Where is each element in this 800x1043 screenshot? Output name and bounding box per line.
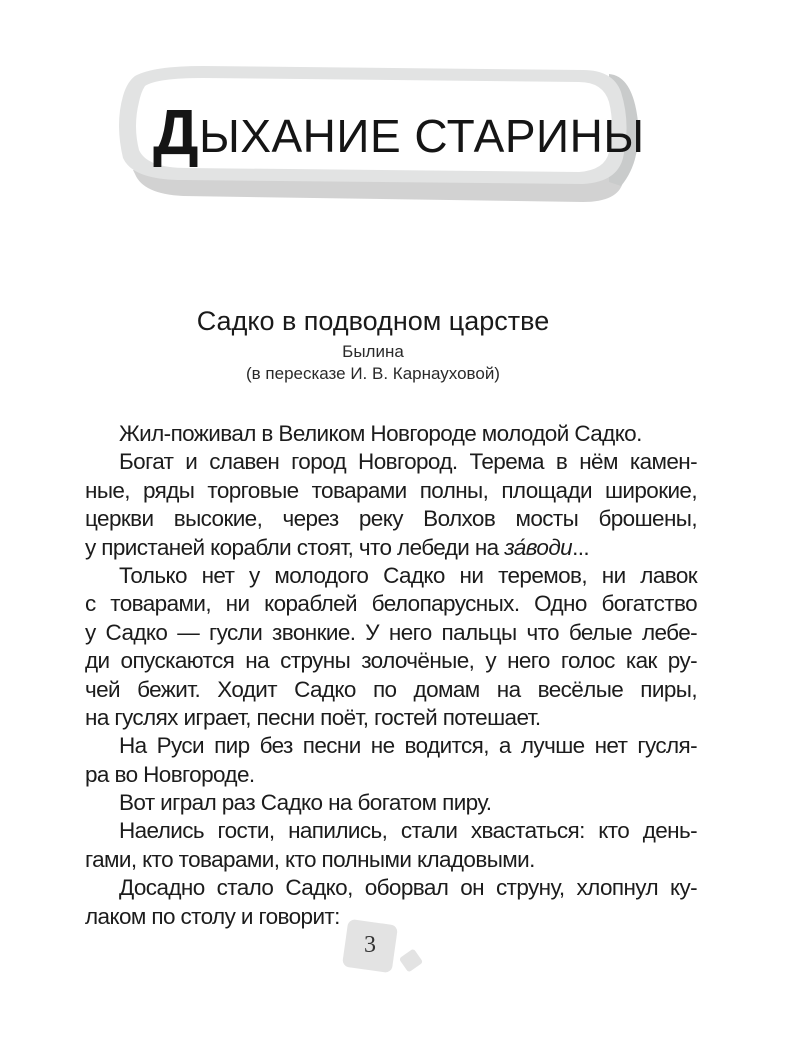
section-title (153, 96, 645, 168)
text-line: лаком по столу и говорит: (85, 903, 340, 929)
section-title-initial: Д (153, 96, 200, 168)
section-banner (113, 62, 643, 202)
ellipsis: ... (572, 534, 590, 560)
text-line: Досадно стало Садко, оборвал он струну, хлопнул ку- (119, 875, 697, 901)
text-line-main: у пристаней корабли стоят, что лебеди на (85, 534, 505, 560)
text-line: Жил-поживал в Великом Новгороде молодой Садко. (119, 421, 642, 446)
text-line: ди опускаются на струны золочёные, у него голос как ру- (85, 648, 697, 674)
text-line: на гуслях играет, песни поёт, гостей потешает. (85, 704, 541, 730)
text-line: Только нет у молодого Садко ни теремов, ни лавок (119, 562, 697, 588)
page-number: 3 (364, 932, 376, 958)
text-line: чей бежит. Ходит Садко по домам на весёлые пиры, (85, 676, 697, 702)
text-line: с товарами, ни кораблей белопарусных. Одно богатство (85, 591, 697, 617)
page-number-decoration (399, 948, 423, 972)
text-line: гами, кто товарами, кто полными кладовыми. (85, 846, 535, 872)
text-line: На Руси пир без песни не водится, а лучше нет гусля- (119, 733, 697, 759)
text-line: церкви высокие, через реку Волхов мосты брошены, (85, 506, 697, 532)
text-line: Наелись гости, напились, стали хвастаться: кто день- (119, 818, 697, 844)
text-line: Богат и славен город Новгород. Терема в нём камен- (119, 449, 697, 475)
text-line: у Садко — гусли звонкие. У него пальцы что белые лебе- (85, 619, 697, 645)
text-line: ные, ряды торговые товарами полны, площади широкие, (85, 477, 697, 503)
text-line (85, 534, 697, 562)
story-genre: Былина (342, 342, 404, 361)
story-title: Садко в подводном царстве (196, 306, 550, 336)
section-title-rest: ЫХАНИЕ СТАРИНЫ (199, 110, 645, 162)
text-line: ра во Новгороде. (85, 761, 255, 787)
story-attribution: (в пересказе И. В. Карнауховой) (246, 364, 500, 383)
text-line: Вот играл раз Садко на богатом пиру. (119, 790, 492, 816)
story-body (85, 420, 697, 931)
italic-word: за́води (504, 534, 573, 560)
